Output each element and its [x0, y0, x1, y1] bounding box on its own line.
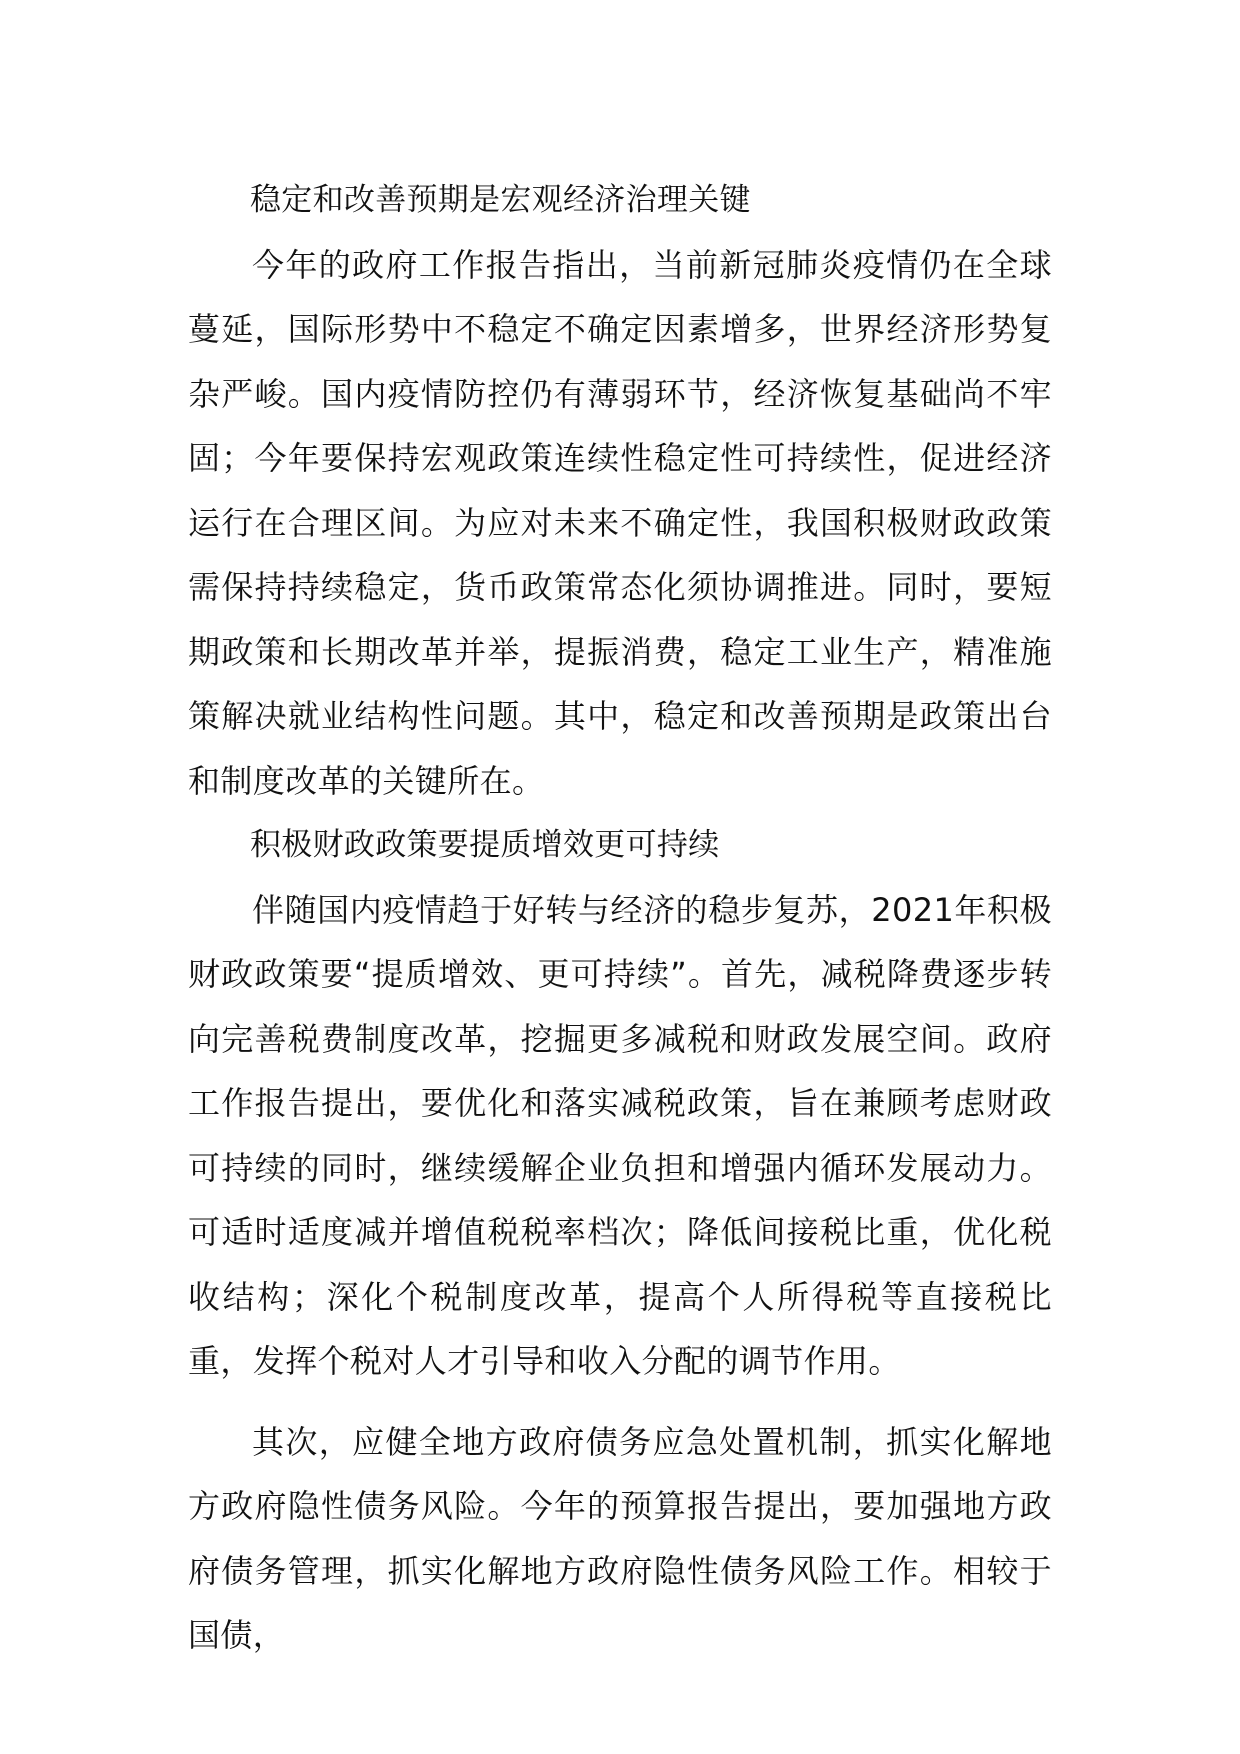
paragraph-local-government-debt: 其次，应健全地方政府债务应急处置机制，抓实化解地方政府隐性债务风险。今年的预算报告提出，要加强地方政府债务管理，抓实化解地方政府隐性债务风险工作。相较于国债， — [188, 1422, 1052, 1654]
paragraph-tax-reform: 伴随国内疫情趋于好转与经济的稳步复苏，2021年积极财政政策要“提质增效、更可持续”。首先，减税降费逐步转向完善税费制度改革，挖掘更多减税和财政发展空间。政府工作报告提出，要优化和落实减税政策，旨在兼顾考虑财政可持续的同时，继续缓解企业负担和增强内循环发展动力。可适时适度减并增值税税率档次；降低间接税比重，优化税收结构；深化个税制度改革，提高个人所得税等直接税比重，发挥个税对人才引导和收入分配的调节作用。 — [188, 890, 1052, 1380]
paragraph-government-work-report: 今年的政府工作报告指出，当前新冠肺炎疫情仍在全球蔓延，国际形势中不稳定不确定因素增多，世界经济形势复杂严峻。国内疫情防控仍有薄弱环节，经济恢复基础尚不牢固；今年要保持宏观政策连续性稳定性可持续性，促进经济运行在合理区间。为应对未来不确定性，我国积极财政政策需保持持续稳定，货币政策常态化须协调推进。同时，要短期政策和长期改革并举，提振消费，稳定工业生产，精准施策解决就业结构性问题。其中，稳定和改善预期是政策出台和制度改革的关键所在。 — [188, 245, 1052, 800]
section-heading-fiscal-policy: 积极财政政策要提质增效更可持续 — [250, 827, 720, 863]
section-heading-stabilize-expectations: 稳定和改善预期是宏观经济治理关键 — [250, 182, 751, 218]
document-body — [188, 168, 1052, 1668]
